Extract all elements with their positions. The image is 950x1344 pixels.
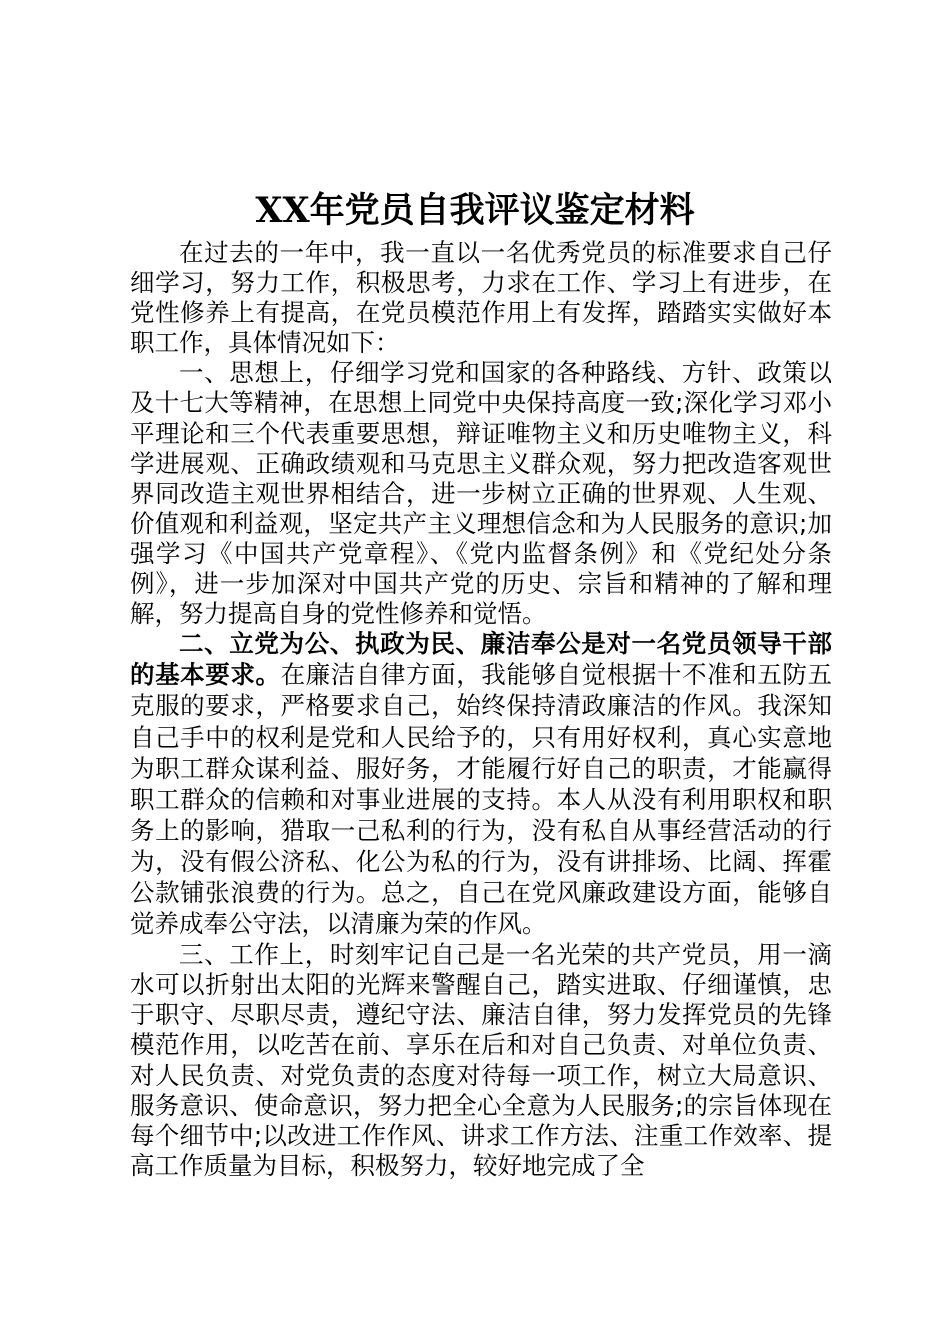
document-title: XX年党员自我评议鉴定材料 <box>255 190 695 231</box>
paragraph-ideology: 一、思想上，仔细学习党和国家的各种路线、方针、政策以及十七大等精神，在思想上同党中央保持高度一致;深化学习邓小平理论和三个代表重要思想，辩证唯物主义和历史唯物主义，科学进展观、正确政绩观和马克思主义群众观，努力把改造客观世界同改造主观世界相结合，进一步树立正确的世界观、人生观、价值观和利益观，坚定共产主义理想信念和为人民服务的意识;加强学习《中国共产党章程》、《党内监督条例》和《党纪处分条例》，进一步加深对中国共产党的历史、宗旨和精神的了解和理解，努力提高自身的党性修养和觉悟。 <box>130 358 832 629</box>
paragraph-integrity <box>130 629 832 940</box>
paragraph-work: 三、工作上，时刻牢记自己是一名光荣的共产党员，用一滴水可以折射出太阳的光辉来警醒自己，踏实进取、仔细谨慎，忠于职守、尽职尽责，遵纪守法、廉洁自律，努力发挥党员的先锋模范作用，以吃苦在前、享乐在后和对自己负责、对单位负责、对人民负责、对党负责的态度对待每一项工作，树立大局意识、服务意识、使命意识，努力把全心全意为人民服务;的宗旨体现在每个细节中;以改进工作作风、讲求工作方法、注重工作效率、提高工作质量为目标，积极努力，较好地完成了全 <box>130 940 832 1180</box>
paragraph-intro: 在过去的一年中，我一直以一名优秀党员的标准要求自己仔细学习，努力工作，积极思考，力求在工作、学习上有进步，在党性修养上有提高，在党员模范作用上有发挥，踏踏实实做好本职工作，具体情况如下： <box>130 238 832 358</box>
paragraph-integrity-body: 在廉洁自律方面，我能够自觉根据十不准和五防五克服的要求，严格要求自己，始终保持清政廉洁的作风。我深知自己手中的权利是党和人民给予的，只有用好权利，真心实意地为职工群众谋利益、服好务，才能履行好自己的职责，才能赢得职工群众的信赖和对事业进展的支持。本人从没有利用职权和职务上的影响，猎取一己私利的行为，没有私自从事经营活动的行为，没有假公济私、化公为私的行为，没有讲排场、比阔、挥霍公款铺张浪费的行为。总之，自己在党风廉政建设方面，能够自觉养成奉公守法，以清廉为荣的作风。 <box>130 660 833 939</box>
paragraph-integrity-lead: 二、立党为公、执政为民、廉洁奉公是对一名党员领导干部的基本要求。 <box>130 629 832 690</box>
document-body <box>130 238 832 1181</box>
